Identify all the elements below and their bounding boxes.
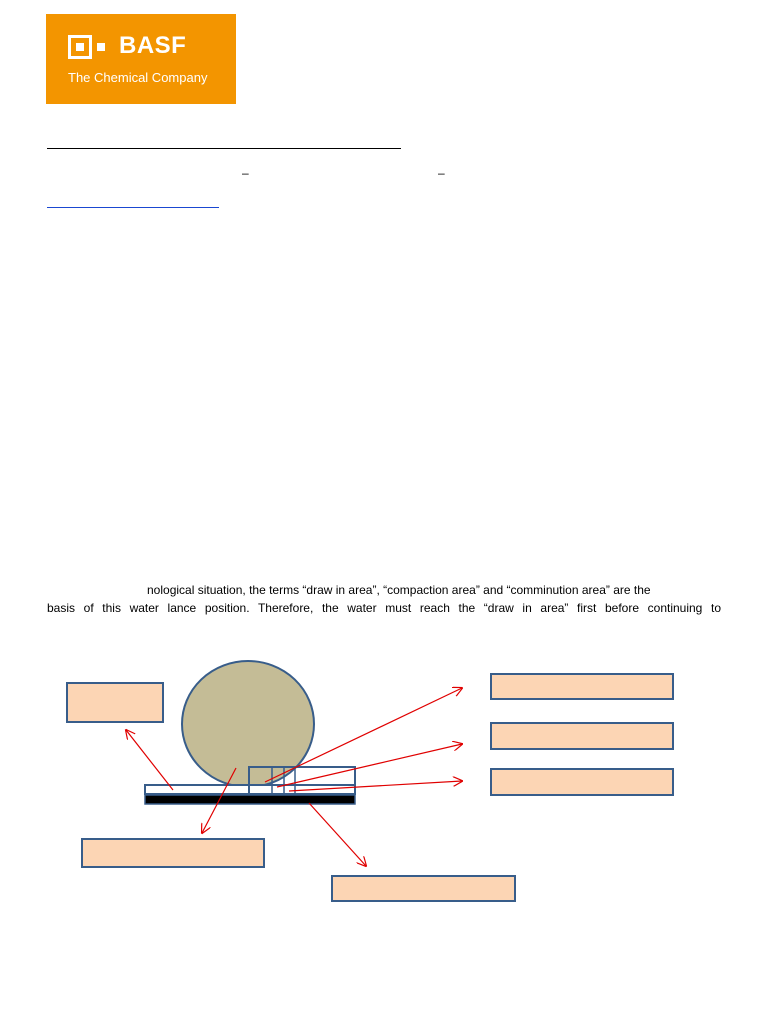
label-box-bottom-left [81, 838, 265, 868]
arrow-top-left [126, 730, 173, 790]
logo-tagline: The Chemical Company [68, 70, 208, 85]
body-paragraph-line-2: basis of this water lance position. Therefore, the water must reach the “draw in area” first before continuing to [47, 601, 721, 615]
label-box-right-top [490, 673, 674, 700]
label-box-right-bottom [490, 768, 674, 796]
label-box-bottom-center [331, 875, 516, 902]
label-box-top-left [66, 682, 164, 723]
header-dash-1: – [242, 166, 249, 180]
table-base-bar [145, 795, 355, 804]
header-dash-2: – [438, 166, 445, 180]
label-box-right-middle [490, 722, 674, 750]
arrow-bottom-center [309, 803, 366, 866]
logo-name: BASF [119, 32, 187, 59]
body-paragraph-line-1: nological situation, the terms “draw in area”, “compaction area” and “comminution area” are the [147, 583, 651, 597]
